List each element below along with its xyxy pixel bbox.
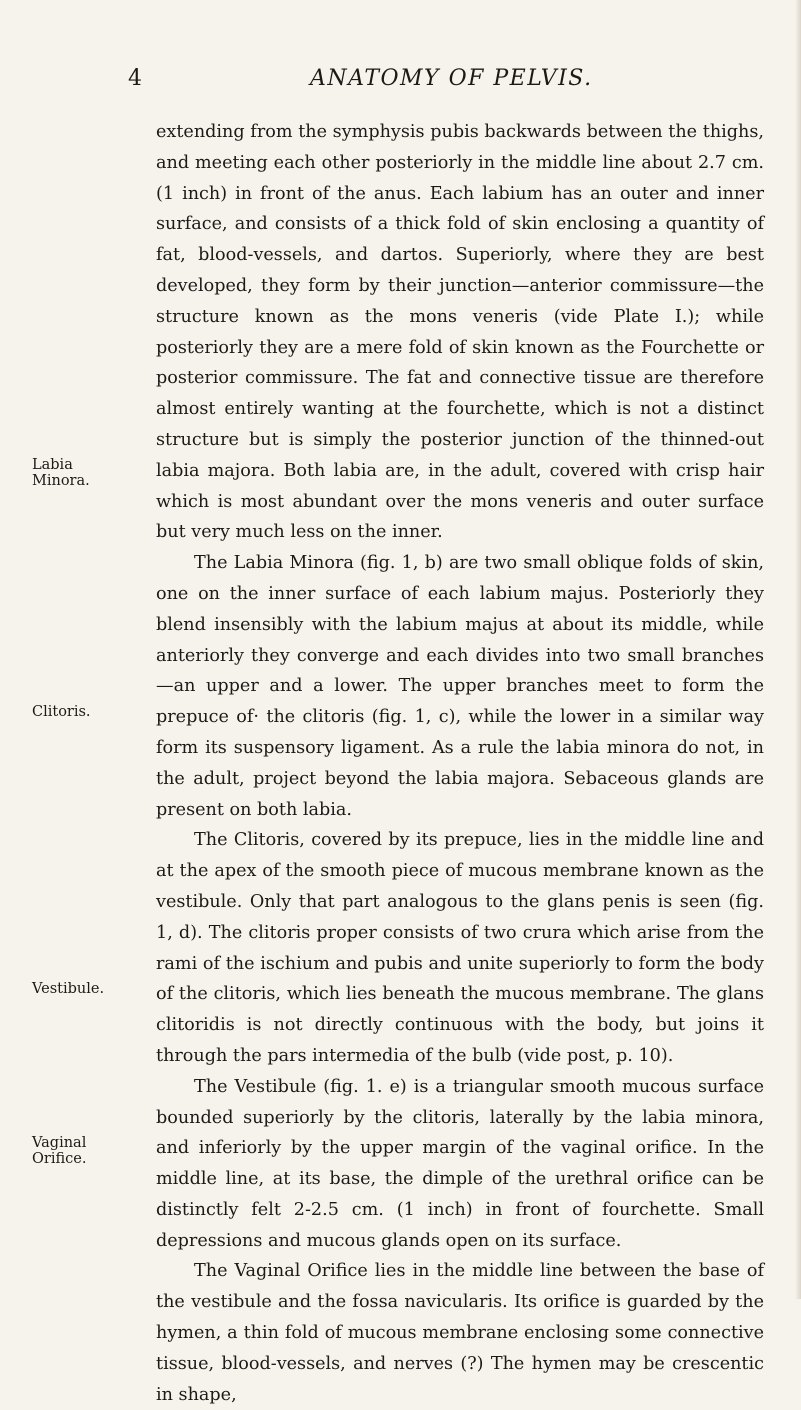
paragraph-clitoris: The Clitoris, covered by its prepuce, lies in the middle line and at the apex of the smooth piece of mucous membrane known as the vestibule. Only that part analogous to the glans penis is seen (fig. 1, d). The clitoris proper consists of two crura which arise from the rami of the ischium and pubis and unite superiorly to form the body of the clitoris, which lies beneath the mucous membrane. The glans clitoridis is not directly continuous with the body, but joins it through the pars intermedia of the bulb (vide post, p. 10).: [156, 830, 764, 1066]
scan-edge-shadow: [795, 0, 801, 1299]
margin-note-clitoris: [32, 704, 142, 720]
paragraph-labia-minora: The Labia Minora (fig. 1, b) are two small oblique folds of skin, one on the inner surface of each labium majus. Posteriorly they blend insensibly with the labium majus at about its middle, while anteriorly they converge and each divides into two small branches—an upper and a lower. The upper branches meet to form the prepuce of· the clitoris (fig. 1, c), while the lower in a similar way form its suspensory ligament. As a rule the labia minora do not, in the adult, project beyond the labia majora. Sebaceous glands are present on both labia.: [156, 553, 764, 820]
paragraph-labia-majora-continued: extending from the symphysis pubis backwards between the thighs, and meeting each other posteriorly in the middle line about 2.7 cm. (1 inch) in front of the anus. Each labium has an outer and inner surface, and consists of a thick fold of skin enclosing a quantity of fat, blood-vessels, and dartos. Superiorly, where they are best developed, they form by their junction—anterior commissure—the structure known as the mons veneris (vide Plate I.); while posteriorly they are a mere fold of skin known as the Fourchette or posterior commissure. The fat and connective tissue are therefore almost entirely wanting at the fourchette, which is not a distinct structure but is simply the posterior junction of the thinned-out labia majora. Both labia are, in the adult, covered with crisp hair which is most abundant over the mons veneris and outer surface but very much less on the inner.: [156, 122, 764, 543]
page-header: [0, 66, 801, 98]
running-title: ANATOMY OF PELVIS.: [310, 66, 593, 91]
margin-note-labia-minora: [32, 457, 142, 489]
page-number: 4: [128, 66, 142, 91]
margin-note-vestibule: [32, 981, 142, 997]
paragraph-vaginal-orifice: The Vaginal Orifice lies in the middle line between the base of the vestibule and the fossa navicularis. Its orifice is guarded by the hymen, a thin fold of mucous membrane enclosing some connective tissue, blood-vessels, and nerves (?) The hymen may be crescentic in shape,: [156, 1261, 764, 1405]
margin-note-line: Labia: [32, 457, 73, 473]
margin-note-line: Minora.: [32, 473, 90, 489]
margin-note-line: Vestibule.: [32, 981, 105, 997]
margin-note-line: Clitoris.: [32, 704, 91, 720]
body-text: [156, 117, 764, 1410]
margin-note-vaginal-orifice: [32, 1135, 142, 1167]
paragraph-vestibule: The Vestibule (fig. 1. e) is a triangular smooth mucous surface bounded superiorly by the clitoris, laterally by the labia minora, and inferiorly by the upper margin of the vaginal orifice. In the middle line, at its base, the dimple of the urethral orifice can be distinctly felt 2-2.5 cm. (1 inch) in front of fourchette. Small depressions and mucous glands open on its surface.: [156, 1076, 764, 1251]
margin-note-line: Orifice.: [32, 1151, 87, 1167]
margin-note-line: Vaginal: [32, 1135, 87, 1151]
